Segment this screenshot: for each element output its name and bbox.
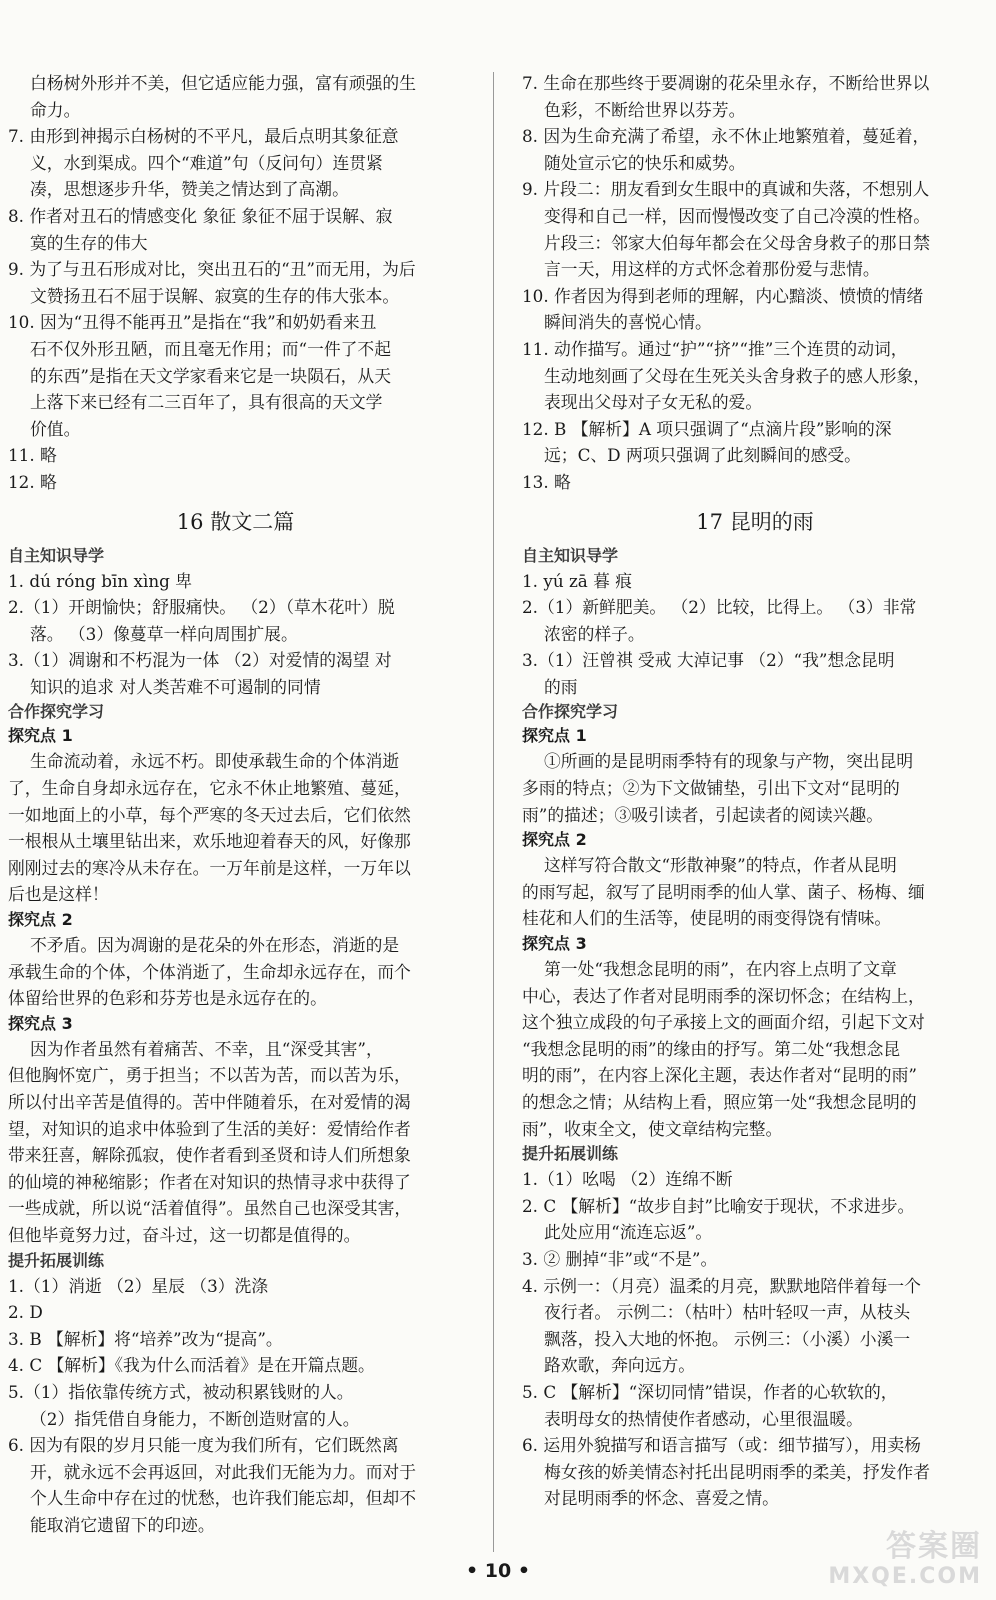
lesson-title: 16 散文二篇 <box>176 509 295 534</box>
answer-line: 1. dú róng bīn xìng 卑 <box>8 570 192 591</box>
answer-line: 承载生命的个体，个体消逝了，生命却永远存在，而个 <box>8 961 411 982</box>
answer-line: 体留给世界的色彩和芬芳也是永远存在的。 <box>8 988 327 1009</box>
answer-line: 知识的追求 对人类苦难不可遏制的同情 <box>30 676 321 697</box>
answer-line: 落。 （3）像蔓草一样向周围扩展。 <box>30 623 298 644</box>
answer-line: 石不仅外形丑陋，而且毫无作用；而“一件了不起 <box>30 338 391 359</box>
answer-line: 这个独立成段的句子承接上文的画面介绍，引起下文对 <box>522 1012 925 1033</box>
answer-line: 明的雨”，在内容上深化主题，表达作者对“昆明的雨” <box>522 1065 917 1086</box>
answer-line: 中心，表达了作者对昆明雨季的深切怀念；在结构上， <box>522 985 925 1006</box>
answer-line: （2）指凭借自身能力，不断创造财富的人。 <box>30 1408 360 1429</box>
watermark-logo <box>828 1529 982 1592</box>
answer-line: 12. B 【解析】A 项只强调了“点滴片段”影响的深 <box>522 418 892 439</box>
answer-line: 8. 因为生命充满了希望，永不休止地繁殖着，蔓延着， <box>522 126 930 147</box>
answer-line: 7. 生命在那些终于要凋谢的花朵里永存，不断给世界以 <box>522 73 930 93</box>
answer-line: 4. 示例一：（月亮）温柔的月亮，默默地陪伴着每一个 <box>522 1275 921 1296</box>
answer-line: 开，就永远不会再返回，对此我们无能为力。而对于 <box>30 1461 416 1482</box>
answer-line: 生命流动着，永远不朽。即使承载生命的个体消逝 <box>30 751 400 772</box>
answer-line: 远；C、D 两项只强调了此刻瞬间的感受。 <box>544 445 861 466</box>
answer-line: 言一天，用这样的方式怀念着那份爱与悲情。 <box>544 259 880 280</box>
answer-line: 13. 略 <box>522 471 571 492</box>
answer-line: 带来狂喜，解除孤寂，使作者看到圣贤和诗人们所想象 <box>8 1145 411 1166</box>
answer-line: 2. C 【解析】“故步自封”比喻安于现状，不求进步。 <box>522 1195 915 1216</box>
answer-line: 雨”，收束全文，使文章结构完整。 <box>522 1118 783 1139</box>
answer-line: 3. B 【解析】将“培养”改为“提高”。 <box>8 1328 283 1349</box>
column-divider <box>493 72 494 1552</box>
answer-line: 路欢歌，奔向远方。 <box>544 1355 696 1376</box>
answer-line: 3.（1）凋谢和不朽混为一体 （2）对爱情的渴望 对 <box>8 650 392 671</box>
answer-line: 2.（1）新鲜肥美。 （2）比较，比得上。 （3）非常 <box>522 597 917 618</box>
answer-line: 10. 作者因为得到老师的理解，内心黯淡、愤愤的情绪 <box>522 285 924 306</box>
answer-line: 上落下来已经有二三百年了，具有很高的天文学 <box>30 392 383 413</box>
section-heading: 提升拓展训练 <box>8 1250 105 1270</box>
answer-line: 刚刚过去的寒冷从未存在。一万年前是这样，一万年以 <box>8 857 411 878</box>
answer-line: 寞的生存的伟大 <box>30 232 148 253</box>
answer-line: 瞬间消失的喜悦心情。 <box>544 312 712 333</box>
subsection-heading: 探究点 3 <box>522 934 587 954</box>
subsection-heading: 探究点 3 <box>8 1013 73 1033</box>
answer-line: 12. 略 <box>8 471 57 492</box>
answer-line: 但他毕竟努力过，奋斗过，这一切都是值得的。 <box>8 1224 361 1245</box>
answer-line: 片段三：邻家大伯每年都会在父母舍身救子的那日禁 <box>544 232 930 253</box>
answer-line: 10. 因为“丑得不能再丑”是指在“我”和奶奶看来丑 <box>8 312 377 333</box>
answer-line: 多雨的特点；②为下文做铺垫，引出下文对“昆明的 <box>522 778 900 799</box>
answer-line: 3. ② 删掉“非”或“不是”。 <box>522 1248 718 1269</box>
answer-line: 命力。 <box>30 99 81 120</box>
answer-line: 后也是这样！ <box>8 884 109 905</box>
answer-line: 飘落，投入大地的怀抱。 示例三：（小溪）小溪一 <box>544 1328 911 1349</box>
answer-line: 个人生命中存在过的忧愁，也许我们能忘却，但却不 <box>30 1488 416 1509</box>
answer-line: 凑，思想逐步升华，赞美之情达到了高潮。 <box>30 179 349 200</box>
subsection-heading: 探究点 2 <box>8 910 73 930</box>
answer-line: 4. C 【解析】《我为什么而活着》是在开篇点题。 <box>8 1355 375 1376</box>
answer-line: 文赞扬丑石不屈于误解、寂寞的生存的伟大张本。 <box>30 285 400 306</box>
answer-line: 白杨树外形并不美，但它适应能力强，富有顽强的生 <box>30 73 416 93</box>
answer-line: 11. 略 <box>8 445 57 466</box>
answer-line: 的仙境的神秘缩影；作者在对知识的热情寻求中获得了 <box>8 1171 411 1192</box>
answer-line: 2. D <box>8 1302 43 1323</box>
answer-line: 的想念之情；从结构上看，照应第一处“我想念昆明的 <box>522 1092 917 1112</box>
answer-line: 桂花和人们的生活等，使昆明的雨变得饶有情味。 <box>522 908 892 929</box>
answer-line: 5. C 【解析】“深切同情”错误，作者的心软软的， <box>522 1381 898 1402</box>
answer-line: 价值。 <box>30 418 81 439</box>
answer-line: 因为作者虽然有着痛苦、不幸，且“深受其害”， <box>30 1038 383 1059</box>
answer-line: 所以付出辛苦是值得的。苦中伴随着乐，在对爱情的渴 <box>8 1092 411 1112</box>
answer-line: 不矛盾。因为凋谢的是花朵的外在形态，消逝的是 <box>30 935 400 956</box>
answer-line: 9. 片段二：朋友看到女生眼中的真诚和失落，不想别人 <box>522 179 930 200</box>
answer-line: 表现出父母对子女无私的爱。 <box>544 392 763 413</box>
answer-line: 此处应用“流连忘返”。 <box>544 1222 713 1243</box>
answer-line: 义，水到渠成。四个“难道”句（反问句）连贯紧 <box>30 152 383 173</box>
answer-line: ①所画的是昆明雨季特有的现象与产物，突出昆明 <box>544 751 914 772</box>
section-heading: 自主知识导学 <box>522 545 619 565</box>
section-heading: 合作探究学习 <box>522 702 619 722</box>
answer-line: 生动地刻画了父母在生死关头舍身救子的感人形象， <box>544 365 930 386</box>
answer-line: 浓密的样子。 <box>544 623 645 644</box>
page-number: • 10 • <box>466 1560 530 1582</box>
answer-line: 3.（1）汪曾祺 受戒 大淖记事 （2）“我”想念昆明 <box>522 650 895 671</box>
answer-line: “我想念昆明的雨”的缘由的抒写。第二处“我想念昆 <box>522 1038 901 1059</box>
watermark-url: MXQE.COM <box>828 1564 982 1589</box>
answer-line: 1.（1）吆喝 （2）连绵不断 <box>522 1169 733 1190</box>
answer-line: 第一处“我想念昆明的雨”，在内容上点明了文章 <box>544 959 897 980</box>
section-heading: 自主知识导学 <box>8 545 105 565</box>
answer-line: 7. 由形到神揭示白杨树的不平凡，最后点明其象征意 <box>8 126 399 147</box>
answer-line: 色彩，不断给世界以芬芳。 <box>544 99 746 120</box>
answer-line: 了，生命自身却永远存在，它永不休止地繁殖、蔓延， <box>8 778 411 799</box>
answer-line: 望，对知识的追求中体验到了生活的美好：爱情给作者 <box>8 1118 411 1139</box>
answer-line: 对昆明雨季的怀念、喜爱之情。 <box>544 1488 779 1509</box>
answer-line: 梅女孩的娇美情态衬托出昆明雨季的柔美，抒发作者 <box>544 1461 930 1482</box>
answer-line: 9. 为了与丑石形成对比，突出丑石的“丑”而无用，为后 <box>8 259 416 280</box>
answer-line: 的雨写起，叙写了昆明雨季的仙人掌、菌子、杨梅、缅 <box>522 881 925 902</box>
watermark-text: 答案圈 <box>886 1529 982 1564</box>
subsection-heading: 探究点 1 <box>522 726 587 746</box>
answer-line: 5.（1）指依靠传统方式，被动积累钱财的人。 <box>8 1381 354 1402</box>
left-column <box>8 70 463 1539</box>
answer-line: 这样写符合散文“形散神聚”的特点，作者从昆明 <box>544 855 897 876</box>
answer-line: 能取消它遗留下的印迹。 <box>30 1514 215 1535</box>
answer-line: 但他胸怀宽广，勇于担当；不以苦为苦，而以苦为乐， <box>8 1065 411 1086</box>
answer-line: 6. 运用外貌描写和语言描写（或：细节描写），用卖杨 <box>522 1435 921 1456</box>
answer-line: 一根根从土壤里钻出来，欢乐地迎着春天的风，好像那 <box>8 831 411 852</box>
answer-line: 11. 动作描写。通过“护”“挤”“推”三个连贯的动词， <box>522 338 908 359</box>
section-heading: 合作探究学习 <box>8 702 105 722</box>
answer-line: 夜行者。 示例二：（枯叶）枯叶轻叹一声，从枝头 <box>544 1302 911 1323</box>
answer-line: 一些成就，所以说“活着值得”。虽然自己也深受其害， <box>8 1198 412 1219</box>
lesson-title: 17 昆明的雨 <box>696 509 814 534</box>
answer-line: 的东西”是指在天文学家看来它是一块陨石，从天 <box>30 365 391 386</box>
section-heading: 提升拓展训练 <box>522 1144 619 1164</box>
subsection-heading: 探究点 2 <box>522 830 587 850</box>
answer-line: 一如地面上的小草，每个严寒的冬天过去后，它们依然 <box>8 804 411 825</box>
answer-line: 6. 因为有限的岁月只能一度为我们所有，它们既然离 <box>8 1435 399 1456</box>
answer-line: 雨”的描述；③吸引读者，引起读者的阅读兴趣。 <box>522 804 883 825</box>
answer-line: 1.（1）消逝 （2）星辰 （3）洗涤 <box>8 1275 269 1296</box>
right-column <box>522 70 988 1512</box>
answer-line: 随处宣示它的快乐和威势。 <box>544 152 746 173</box>
subsection-heading: 探究点 1 <box>8 726 73 746</box>
answer-line: 2.（1）开朗愉快；舒服痛快。 （2）（草木花叶）脱 <box>8 597 395 618</box>
answer-line: 1. yú zā 暮 痕 <box>522 570 633 591</box>
answer-line: 变得和自己一样，因而慢慢改变了自己冷漠的性格。 <box>544 205 930 226</box>
answer-line: 表明母女的热情使作者感动，心里很温暖。 <box>544 1408 863 1429</box>
answer-line: 的雨 <box>544 676 578 697</box>
answer-line: 8. 作者对丑石的情感变化 象征 象征不屈于误解、寂 <box>8 205 393 226</box>
